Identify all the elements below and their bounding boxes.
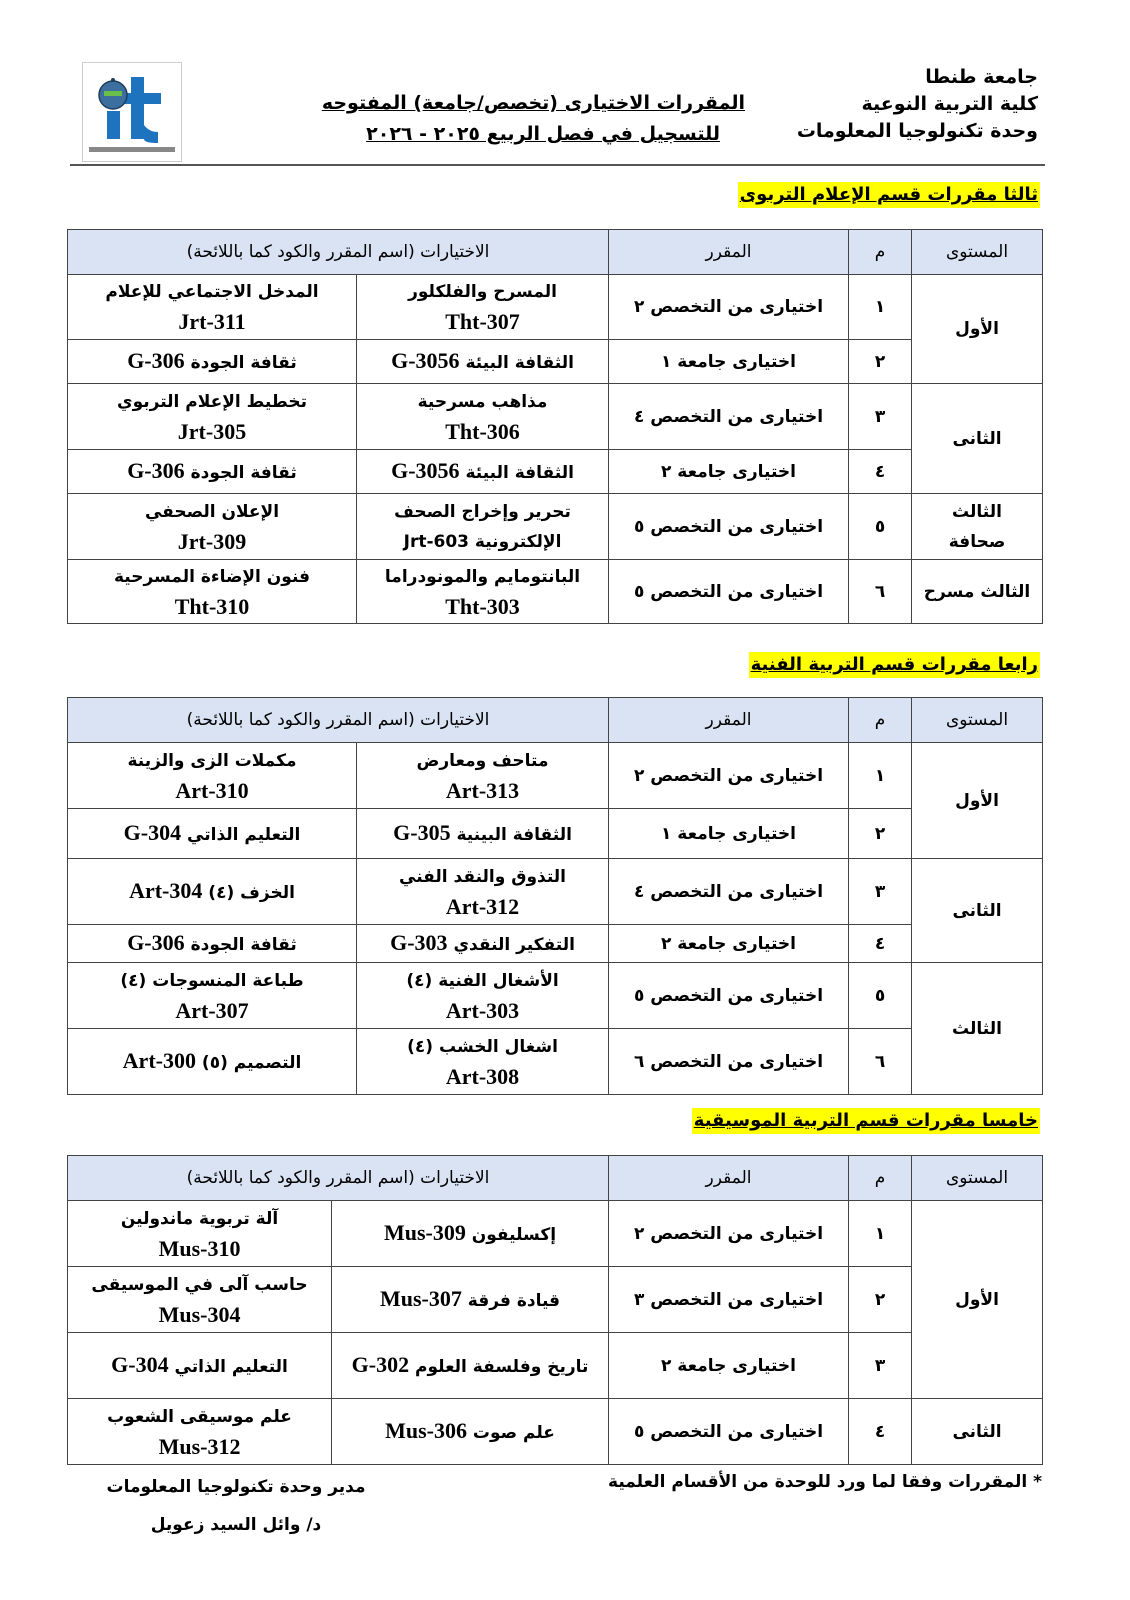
table-row bbox=[68, 1399, 1043, 1465]
level-cell: الأول bbox=[912, 1201, 1043, 1399]
num-cell: ٢ bbox=[849, 1267, 912, 1333]
choice-code: G-304 bbox=[111, 1351, 169, 1377]
table-row bbox=[68, 384, 1043, 450]
choice-name: ثقافة الجودة bbox=[190, 462, 297, 483]
faculty-name: كلية التربية النوعية bbox=[861, 93, 1038, 115]
col-level: المستوى bbox=[912, 698, 1043, 743]
course-cell: اختيارى من التخصص ٥ bbox=[609, 963, 849, 1029]
choice-name: تخطيط الإعلام التربوي bbox=[117, 391, 307, 412]
table-music-education bbox=[67, 1155, 1043, 1465]
choice-cell bbox=[357, 275, 609, 340]
choice-cell bbox=[68, 450, 357, 494]
num-cell: ٦ bbox=[849, 1029, 912, 1095]
university-name: جامعة طنطا bbox=[925, 66, 1038, 88]
choice-cell bbox=[357, 494, 609, 560]
num-cell: ٤ bbox=[849, 1399, 912, 1465]
col-course: المقرر bbox=[609, 1156, 849, 1201]
level-cell: الأول bbox=[912, 275, 1043, 384]
course-cell: اختيارى من التخصص ٤ bbox=[609, 859, 849, 925]
choice-name: علم موسيقى الشعوب bbox=[107, 1406, 292, 1427]
choice-name: تحرير وإخراج الصحف bbox=[394, 501, 571, 522]
course-cell: اختيارى من التخصص ٦ bbox=[609, 1029, 849, 1095]
table-row bbox=[68, 1267, 1043, 1333]
table-row bbox=[68, 743, 1043, 809]
choice-cell bbox=[332, 1399, 609, 1465]
choice-code: G-306 bbox=[127, 457, 185, 483]
level-cell: الثانى bbox=[912, 384, 1043, 494]
choice-cell bbox=[68, 340, 357, 384]
table-row bbox=[68, 859, 1043, 925]
level-cell: الثانى bbox=[912, 1399, 1043, 1465]
choice-name: تاريخ وفلسفة العلوم bbox=[415, 1356, 589, 1377]
choice-code: Art-310 bbox=[175, 777, 249, 803]
choice-code: Mus-304 bbox=[158, 1301, 241, 1327]
choice-cell bbox=[68, 1029, 357, 1095]
table-row bbox=[68, 494, 1043, 560]
col-course: المقرر bbox=[609, 230, 849, 275]
choice-code: G-303 bbox=[390, 929, 448, 955]
course-cell: اختيارى من التخصص ٢ bbox=[609, 275, 849, 340]
choice-name: اشغال الخشب (٤) bbox=[407, 1036, 558, 1057]
choice-name: المسرح والفلكلور bbox=[408, 282, 557, 302]
num-cell: ١ bbox=[849, 1201, 912, 1267]
col-choices: الاختيارات (اسم المقرر والكود كما باللائحة) bbox=[68, 1156, 609, 1201]
choice-name: الخزف (٤) bbox=[208, 882, 295, 903]
table-row bbox=[68, 963, 1043, 1029]
choice-name: الأشغال الفنية (٤) bbox=[406, 970, 559, 991]
col-level: المستوى bbox=[912, 1156, 1043, 1201]
choice-cell bbox=[68, 1399, 332, 1465]
choice-cell bbox=[68, 1267, 332, 1333]
level-cell: الثالث مسرح bbox=[912, 560, 1043, 624]
table-row bbox=[68, 275, 1043, 340]
choice-code: Art-304 bbox=[129, 877, 203, 903]
course-cell: اختيارى من التخصص ٢ bbox=[609, 743, 849, 809]
choice-code: G-302 bbox=[351, 1351, 410, 1377]
course-cell: اختيارى من التخصص ٤ bbox=[609, 384, 849, 450]
choice-name: ثقافة الجودة bbox=[190, 934, 297, 955]
col-course: المقرر bbox=[609, 698, 849, 743]
num-cell: ٣ bbox=[849, 859, 912, 925]
choice-cell bbox=[68, 859, 357, 925]
title-line-1: المقررات الاختيارى (تخصص/جامعة) المفتوحه bbox=[321, 92, 745, 114]
choice-name: مذاهب مسرحية bbox=[417, 391, 548, 412]
choice-name: البانتومايم والمونودراما bbox=[384, 566, 581, 587]
choice-name: المدخل الاجتماعي للإعلام bbox=[105, 282, 319, 302]
num-cell: ١ bbox=[849, 743, 912, 809]
choice-name: التعليم الذاتي bbox=[174, 1356, 288, 1377]
choice-name: حاسب آلى في الموسيقى bbox=[91, 1274, 308, 1295]
table-row bbox=[68, 450, 1043, 494]
choice-cell bbox=[357, 340, 609, 384]
choice-code: الإلكترونية Jrt-603 bbox=[403, 531, 562, 552]
choice-cell bbox=[68, 494, 357, 560]
choice-code: Tht-310 bbox=[174, 593, 250, 619]
institution-block bbox=[778, 64, 1038, 145]
choice-cell bbox=[357, 560, 609, 624]
choice-code: Jrt-311 bbox=[178, 309, 246, 334]
section-title-media: ثالثا مقررات قسم الإعلام التربوى bbox=[738, 182, 1040, 208]
choice-cell bbox=[357, 859, 609, 925]
course-cell: اختيارى من التخصص ٥ bbox=[609, 1399, 849, 1465]
choice-name: إكسليفون bbox=[471, 1224, 557, 1245]
it-unit-logo bbox=[82, 62, 182, 162]
choice-cell bbox=[332, 1333, 609, 1399]
num-cell: ٥ bbox=[849, 494, 912, 560]
choice-code: Mus-310 bbox=[158, 1235, 241, 1261]
choice-name: التصميم (٥) bbox=[201, 1052, 302, 1073]
col-choices: الاختيارات (اسم المقرر والكود كما باللائحة) bbox=[68, 698, 609, 743]
choice-code: Art-312 bbox=[445, 893, 520, 919]
choice-cell bbox=[68, 384, 357, 450]
table-row bbox=[68, 809, 1043, 859]
choice-cell bbox=[357, 384, 609, 450]
table-row bbox=[68, 925, 1043, 963]
choice-cell bbox=[332, 1267, 609, 1333]
course-cell: اختيارى جامعة ١ bbox=[609, 340, 849, 384]
num-cell: ٤ bbox=[849, 925, 912, 963]
footer-note: * المقررات وفقا لما ورد للوحدة من الأقسام العلمية bbox=[608, 1472, 1042, 1492]
level-cell: الثالث bbox=[912, 963, 1043, 1095]
choice-code: G-306 bbox=[127, 347, 185, 373]
table-art-education bbox=[67, 697, 1043, 1095]
choice-cell bbox=[68, 275, 357, 340]
choice-name: قيادة فرقة bbox=[467, 1290, 561, 1311]
choice-name: التعليم الذاتي bbox=[187, 824, 301, 845]
course-cell: اختيارى جامعة ١ bbox=[609, 809, 849, 859]
table-row bbox=[68, 1201, 1043, 1267]
choice-code: G-3056 bbox=[391, 457, 460, 483]
choice-name: التذوق والنقد الفني bbox=[399, 866, 566, 887]
choice-code: Mus-309 bbox=[383, 1219, 466, 1245]
choice-code: G-306 bbox=[127, 929, 185, 955]
table-row bbox=[68, 1029, 1043, 1095]
choice-name: طباعة المنسوجات (٤) bbox=[120, 970, 304, 991]
course-cell: اختيارى من التخصص ٥ bbox=[609, 560, 849, 624]
choice-code: G-3056 bbox=[391, 347, 460, 373]
choice-cell bbox=[357, 743, 609, 809]
num-cell: ٥ bbox=[849, 963, 912, 1029]
choice-code: Mus-312 bbox=[158, 1433, 241, 1459]
table-row bbox=[68, 560, 1043, 624]
num-cell: ٢ bbox=[849, 809, 912, 859]
choice-name: الإعلان الصحفي bbox=[144, 501, 280, 522]
choice-name: التفكير النقدي bbox=[453, 934, 575, 955]
course-cell: اختيارى جامعة ٢ bbox=[609, 925, 849, 963]
choice-name: الثقافة البيئة bbox=[465, 352, 574, 373]
table-header-row bbox=[68, 698, 1043, 743]
course-cell: اختيارى من التخصص ٣ bbox=[609, 1267, 849, 1333]
choice-cell bbox=[68, 809, 357, 859]
choice-code: G-305 bbox=[393, 819, 451, 845]
signer-title: مدير وحدة تكنولوجيا المعلومات bbox=[106, 1477, 366, 1497]
num-cell: ٦ bbox=[849, 560, 912, 624]
choice-code: Art-300 bbox=[122, 1047, 196, 1073]
document-title bbox=[315, 88, 745, 150]
choice-name: الثقافة البيئة bbox=[465, 462, 574, 483]
choice-name: ثقافة الجودة bbox=[190, 352, 297, 373]
it-logo-icon bbox=[83, 63, 181, 161]
title-line-2: للتسجيل في فصل الربيع ٢٠٢٥ - ٢٠٢٦ bbox=[366, 123, 720, 145]
table-media-education bbox=[67, 229, 1043, 624]
header-divider bbox=[70, 164, 1045, 166]
level-cell: الثانى bbox=[912, 859, 1043, 963]
course-cell: اختيارى من التخصص ٢ bbox=[609, 1201, 849, 1267]
choice-code: Tht-303 bbox=[445, 593, 520, 619]
choice-code: Art-303 bbox=[445, 997, 520, 1023]
num-cell: ٢ bbox=[849, 340, 912, 384]
choice-name: الثقافة البينية bbox=[456, 824, 572, 845]
num-cell: ٤ bbox=[849, 450, 912, 494]
choice-cell bbox=[68, 963, 357, 1029]
col-level: المستوى bbox=[912, 230, 1043, 275]
level-cell: الأول bbox=[912, 743, 1043, 859]
course-cell: اختيارى جامعة ٢ bbox=[609, 1333, 849, 1399]
level-cell: الثالث صحافة bbox=[912, 494, 1043, 560]
choice-name: آلة تربوية ماندولين bbox=[120, 1208, 279, 1229]
section-title-music: خامسا مقررات قسم التربية الموسيقية bbox=[692, 1108, 1040, 1134]
choice-cell bbox=[357, 450, 609, 494]
choice-name: فنون الإضاءة المسرحية bbox=[113, 566, 311, 587]
table-header-row bbox=[68, 1156, 1043, 1201]
choice-code: Tht-306 bbox=[445, 418, 520, 444]
choice-cell bbox=[357, 963, 609, 1029]
table-row bbox=[68, 340, 1043, 384]
signature-block bbox=[86, 1468, 386, 1544]
choice-code: Mus-306 bbox=[385, 1417, 467, 1443]
course-cell: اختيارى جامعة ٢ bbox=[609, 450, 849, 494]
choice-cell bbox=[357, 925, 609, 963]
num-cell: ٣ bbox=[849, 1333, 912, 1399]
choice-cell bbox=[68, 1333, 332, 1399]
choice-name: متاحف ومعارض bbox=[416, 750, 549, 771]
choice-name: مكملات الزى والزينة bbox=[127, 750, 297, 771]
table-header-row bbox=[68, 230, 1043, 275]
choice-cell bbox=[357, 809, 609, 859]
choice-cell bbox=[68, 743, 357, 809]
choice-code: Tht-307 bbox=[445, 309, 520, 334]
signer-name: د/ وائل السيد زعويل bbox=[150, 1515, 322, 1535]
choice-cell bbox=[68, 560, 357, 624]
table-row bbox=[68, 1333, 1043, 1399]
num-cell: ١ bbox=[849, 275, 912, 340]
choice-code: Mus-307 bbox=[379, 1285, 462, 1311]
col-num: م bbox=[849, 230, 912, 275]
choice-code: Art-308 bbox=[445, 1063, 520, 1089]
choice-code: Jrt-305 bbox=[177, 418, 247, 444]
choice-code: G-304 bbox=[123, 819, 182, 845]
choice-cell bbox=[68, 925, 357, 963]
col-num: م bbox=[849, 698, 912, 743]
choice-cell bbox=[332, 1201, 609, 1267]
choice-code: Art-313 bbox=[445, 777, 520, 803]
choice-code: Art-307 bbox=[175, 997, 249, 1023]
section-title-art: رابعا مقررات قسم التربية الفنية bbox=[749, 652, 1040, 678]
col-num: م bbox=[849, 1156, 912, 1201]
choice-cell bbox=[357, 1029, 609, 1095]
choice-code: Jrt-309 bbox=[177, 528, 247, 554]
unit-name: وحدة تكنولوجيا المعلومات bbox=[796, 120, 1038, 142]
choice-name: علم صوت bbox=[472, 1422, 555, 1443]
course-cell: اختيارى من التخصص ٥ bbox=[609, 494, 849, 560]
col-choices: الاختيارات (اسم المقرر والكود كما باللائحة) bbox=[68, 230, 609, 275]
num-cell: ٣ bbox=[849, 384, 912, 450]
choice-cell bbox=[68, 1201, 332, 1267]
